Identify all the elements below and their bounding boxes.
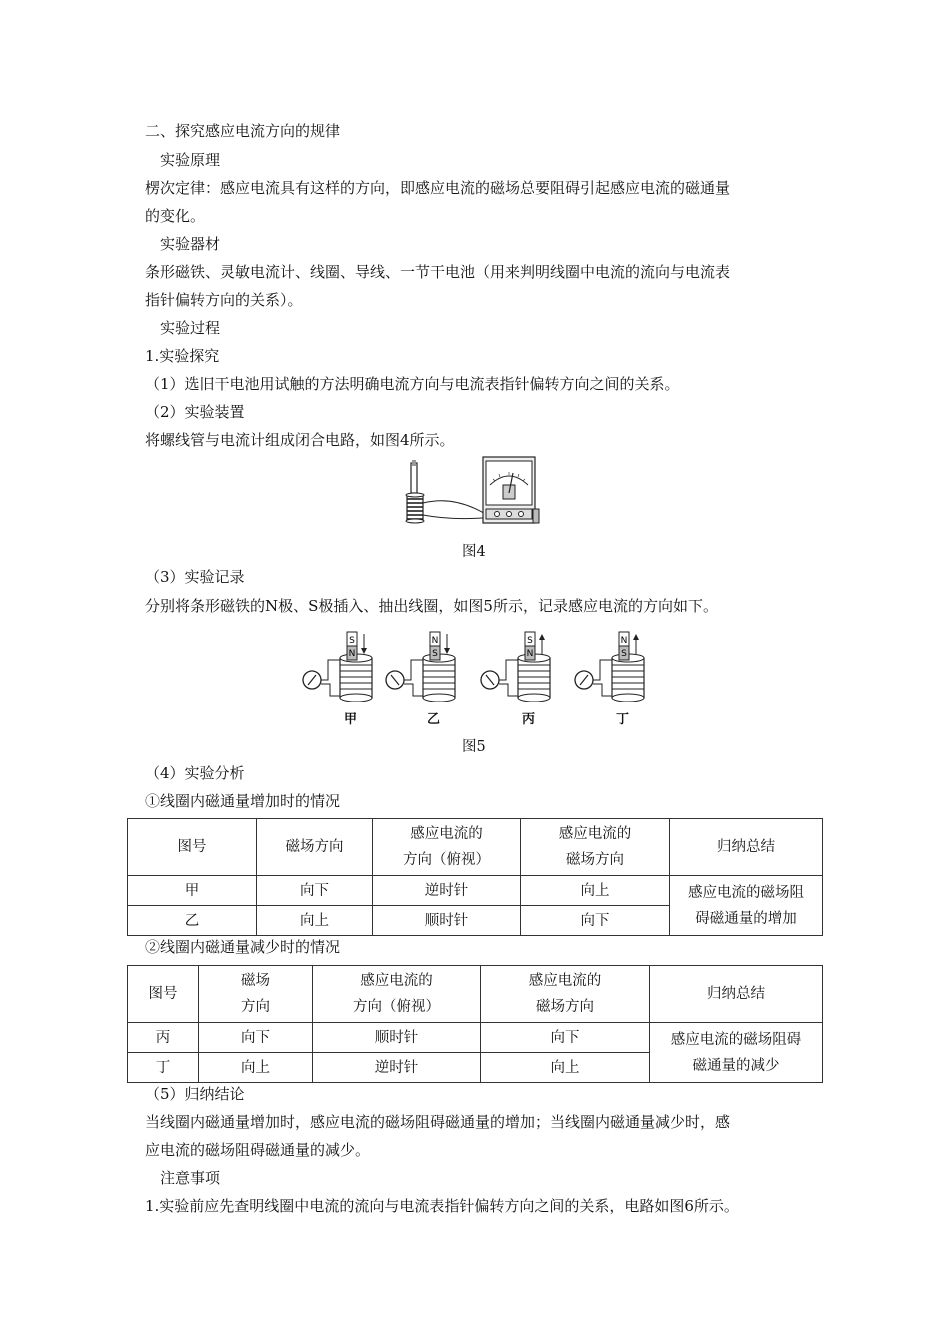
figure-5-label-yi: 乙 (427, 712, 441, 727)
step1-3-text: 分别将条形磁铁的N极、S极插入、抽出线圈，如图5所示，记录感应电流的方向如下。 (145, 597, 718, 615)
figure-4 (395, 455, 545, 530)
cell-induced: 向下 (521, 906, 670, 936)
figure-5-label-ding: 丁 (616, 712, 630, 727)
notes-heading: 注意事项 (160, 1169, 221, 1187)
note-1: 1.实验前应先查明线圈中电流的流向与电流表指针偏转方向之间的关系，电路如图6所示。 (145, 1197, 739, 1215)
magnet-letter-jia-bottom: N (348, 649, 356, 659)
cell-induced: 向上 (521, 876, 670, 906)
cell-figure: 甲 (128, 876, 257, 906)
cell-summary (670, 876, 823, 936)
conclusion-1: 当线圈内磁通量增加时，感应电流的磁场阻碍磁通量的增加；当线圈内磁通量减少时，感 (145, 1113, 731, 1131)
magnet-letter-ding-top: N (620, 636, 628, 646)
equipment-text-2: 指针偏转方向的关系）。 (145, 291, 303, 309)
header-induced-field-line1: 感应电流的 (528, 973, 602, 989)
summary-line2: 碍磁通量的增加 (695, 910, 797, 927)
figure-5-panel-yi (383, 630, 463, 702)
header-current-direction (373, 819, 521, 876)
equipment-heading: 实验器材 (160, 235, 221, 253)
table-row (128, 876, 823, 906)
process-heading: 实验过程 (160, 319, 221, 337)
header-current-direction-line1: 感应电流的 (410, 826, 483, 842)
table-flux-increase (127, 818, 823, 936)
cell-field: 向上 (257, 906, 373, 936)
header-current-direction (313, 966, 481, 1023)
cell-induced: 向下 (481, 1023, 650, 1053)
step1-1: （1）选旧干电池用试触的方法明确电流方向与电流表指针偏转方向之间的关系。 (145, 375, 680, 393)
step1-3: （3）实验记录 (145, 568, 245, 586)
cell-current: 顺时针 (313, 1023, 481, 1053)
figure-5-label-jia: 甲 (344, 712, 358, 727)
magnet-letter-bing-top: S (527, 636, 533, 646)
cell-summary (650, 1023, 823, 1083)
table-row (128, 1023, 823, 1053)
cell-figure: 丁 (128, 1053, 199, 1083)
figure-5-label-bing: 丙 (522, 712, 536, 727)
figure-4-caption: 图4 (462, 544, 486, 560)
table-header-row (128, 819, 823, 876)
magnet-letter-bing-bottom: N (526, 649, 534, 659)
step1-2: （2）实验装置 (145, 403, 245, 421)
header-induced-field-line2: 磁场方向 (536, 999, 594, 1015)
header-induced-field (521, 819, 670, 876)
header-field-direction-line1: 磁场 (241, 973, 270, 989)
step1: 1.实验探究 (145, 347, 220, 365)
case1-title: ①线圈内磁通量增加时的情况 (145, 792, 341, 810)
cell-field: 向下 (199, 1023, 313, 1053)
header-field-direction (199, 966, 313, 1023)
cell-current: 逆时针 (373, 876, 521, 906)
header-field-direction-line2: 方向 (241, 999, 270, 1015)
summary-line1: 感应电流的磁场阻碍 (670, 1031, 802, 1048)
header-induced-field-line1: 感应电流的 (558, 826, 632, 842)
header-induced-field (481, 966, 650, 1023)
header-field-direction: 磁场方向 (257, 819, 373, 876)
equipment-text-1: 条形磁铁、灵敏电流计、线圈、导线、一节干电池（用来判明线圈中电流的流向与电流表 (145, 263, 731, 281)
header-current-direction-line2: 方向（俯视） (403, 852, 490, 868)
figure-5-panel-ding (572, 630, 652, 702)
cell-field: 向上 (199, 1053, 313, 1083)
cell-figure: 乙 (128, 906, 257, 936)
section-title: 二、探究感应电流方向的规律 (145, 122, 341, 140)
figure-5-panel-jia (300, 630, 380, 702)
cell-induced: 向上 (481, 1053, 650, 1083)
case2-title: ②线圈内磁通量减少时的情况 (145, 938, 341, 956)
cell-current: 逆时针 (313, 1053, 481, 1083)
header-current-direction-line1: 感应电流的 (360, 973, 433, 989)
principle-text-1: 楞次定律：感应电流具有这样的方向，即感应电流的磁场总要阻碍引起感应电流的磁通量 (145, 179, 731, 197)
header-figure-no: 图号 (128, 819, 257, 876)
table-header-row (128, 966, 823, 1023)
cell-current: 顺时针 (373, 906, 521, 936)
magnet-letter-yi-bottom: S (432, 649, 438, 659)
cell-figure: 丙 (128, 1023, 199, 1053)
header-induced-field-line2: 磁场方向 (566, 852, 624, 868)
step1-2-text: 将螺线管与电流计组成闭合电路，如图4所示。 (145, 431, 455, 449)
figure-5-panel-bing (478, 630, 558, 702)
principle-heading: 实验原理 (160, 151, 221, 169)
table-flux-decrease (127, 965, 823, 1083)
summary-line2: 磁通量的减少 (692, 1057, 780, 1074)
magnet-letter-ding-bottom: S (621, 649, 627, 659)
header-figure-no: 图号 (128, 966, 199, 1023)
principle-text-2: 的变化。 (145, 207, 206, 225)
magnet-letter-yi-top: N (431, 636, 439, 646)
summary-line1: 感应电流的磁场阻 (688, 884, 804, 901)
step1-4: （4）实验分析 (145, 764, 245, 782)
header-current-direction-line2: 方向（俯视） (353, 999, 440, 1015)
conclusion-2: 应电流的磁场阻碍磁通量的减少。 (145, 1141, 371, 1159)
cell-field: 向下 (257, 876, 373, 906)
magnet-letter-jia-top: S (349, 636, 355, 646)
step1-5: （5）归纳结论 (145, 1085, 245, 1103)
header-summary: 归纳总结 (670, 819, 823, 876)
header-summary: 归纳总结 (650, 966, 823, 1023)
figure-5-caption: 图5 (462, 739, 486, 755)
